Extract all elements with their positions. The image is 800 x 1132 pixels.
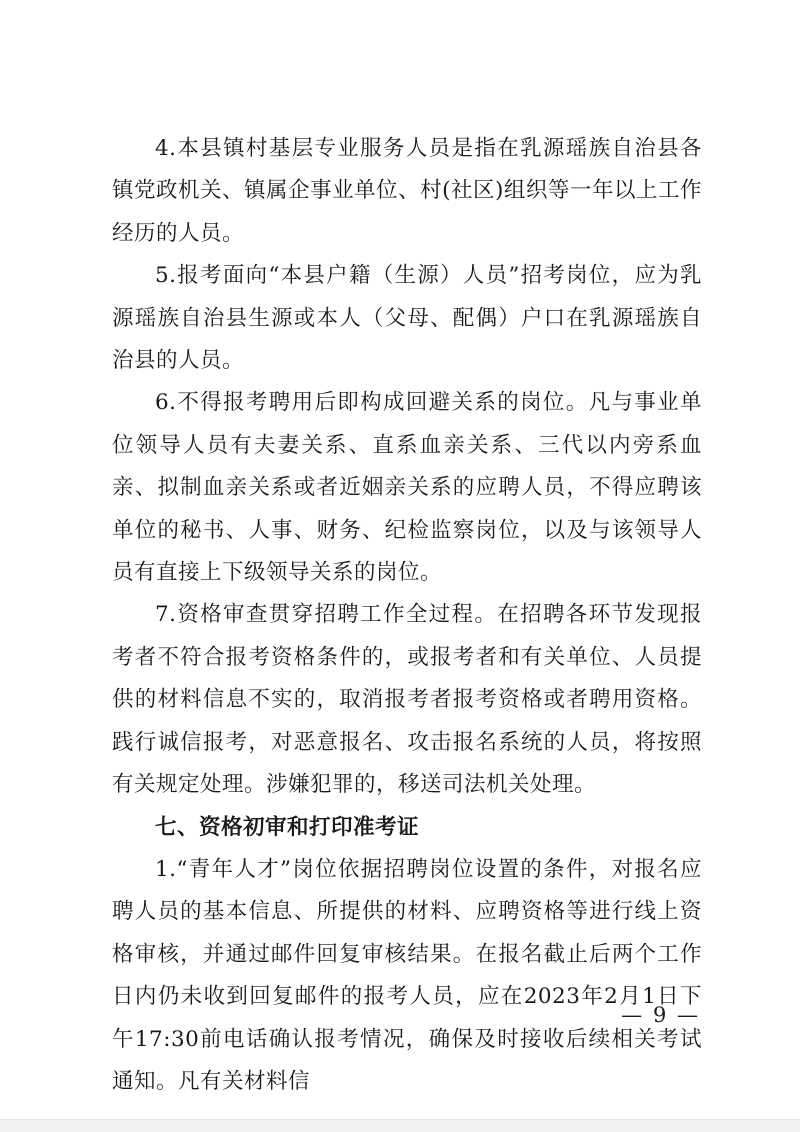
page-number: — 9 — <box>621 1003 700 1027</box>
paragraph-item-6: 6.不得报考聘用后即构成回避关系的岗位。凡与事业单位领导人员有夫妻关系、直系血亲关系、三代以内旁系血亲、拟制血亲关系或者近姻亲关系的应聘人员，不得应聘该单位的秘书、人事、财务、纪检监察岗位，以及与该领导人员有直接上下级领导关系的岗位。 <box>112 390 702 586</box>
section-paragraph-1: 1.“青年人才”岗位依据招聘岗位设置的条件，对报名应聘人员的基本信息、所提供的材料、应聘资格等进行线上资格审核，并通过邮件回复审核结果。在报名截止后两个工作日内仍未收到回复邮件的报考人员，应在2023年2月1日下午17:30前电话确认报考情况，确保及时接收后续相关考试通知。凡有关材料信 <box>112 856 702 1094</box>
scan-bottom-edge <box>0 1119 800 1132</box>
paragraph-item-7: 7.资格审查贯穿招聘工作全过程。在招聘各环节发现报考者不符合报考资格条件的，或报考者和有关单位、人员提供的材料信息不实的，取消报考者报考资格或者聘用资格。践行诚信报考，对恶意报名、攻击报名系统的人员，将按照有关规定处理。涉嫌犯罪的，移送司法机关处理。 <box>112 602 702 798</box>
paragraph-item-4: 4.本县镇村基层专业服务人员是指在乳源瑶族自治县各镇党政机关、镇属企事业单位、村(社区)组织等一年以上工作经历的人员。 <box>112 136 702 246</box>
section-heading: 七、资格初审和打印准考证 <box>155 814 420 840</box>
document-body <box>112 128 702 1103</box>
paragraph-item-5: 5.报考面向“本县户籍（生源）人员”招考岗位，应为乳源瑶族自治县生源或本人（父母、配偶）户口在乳源瑶族自治县的人员。 <box>112 263 702 374</box>
